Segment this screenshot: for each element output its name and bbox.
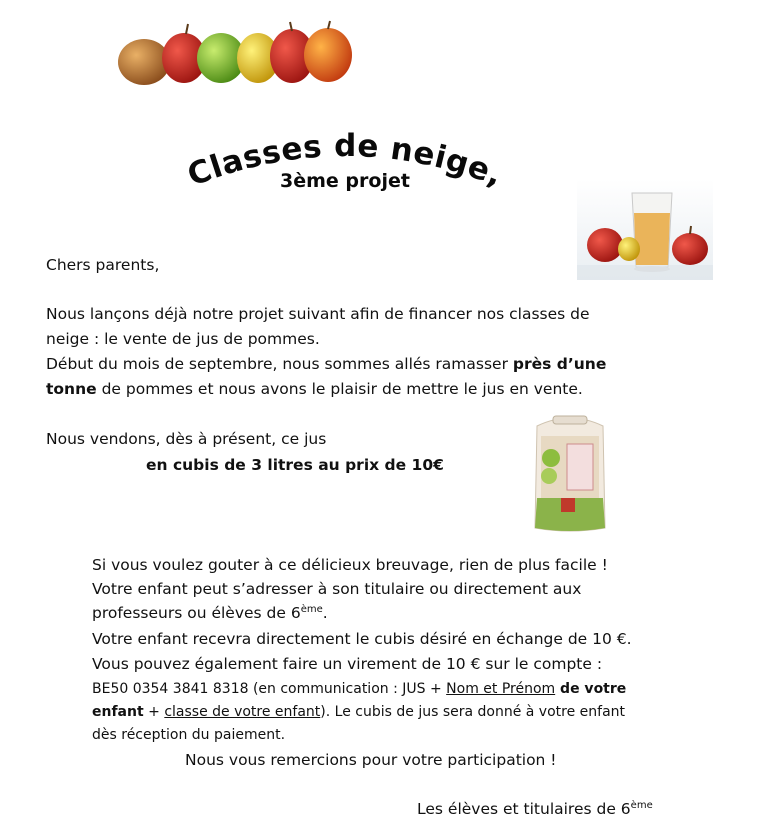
greeting: Chers parents, [46, 256, 160, 274]
apple-juice-glass-image [577, 179, 713, 280]
info-line-4: Votre enfant recevra directement le cubis désiré en échange de 10 €. [92, 630, 632, 648]
info-line-7-rest: ). Le cubis de jus sera donné à votre enfant [320, 704, 626, 720]
apples-row-image [114, 20, 359, 88]
intro-line-2: neige : le vente de jus de pommes. [46, 330, 320, 348]
info-line-3-end: . [322, 604, 328, 622]
page-subtitle: 3ème projet [280, 170, 410, 192]
info-line-6 [92, 677, 626, 701]
intro-line-4-text: de pommes et nous avons le plaisir de mettre le jus en vente. [96, 380, 583, 398]
intro-line-1: Nous lançons déjà notre projet suivant afin de financer nos classes de [46, 305, 590, 323]
intro-line-3 [46, 352, 606, 376]
sell-line: Nous vendons, dès à présent, ce jus [46, 430, 327, 448]
intro-highlight-tonne: tonne [46, 380, 97, 398]
communication-text: (en communication : JUS + [248, 681, 447, 697]
page-title [160, 118, 530, 238]
info-line-8: dès réception du paiement. [92, 727, 286, 743]
communication-plus: + [143, 704, 165, 720]
intro-highlight-amount: près d’une [512, 355, 607, 373]
info-line-5: Vous pouvez également faire un virement de 10 € sur le compte : [92, 655, 603, 673]
signature [417, 797, 653, 821]
intro-line-3-text: Début du mois de septembre, nous sommes allés ramasser [46, 355, 513, 373]
info-line-3 [92, 601, 328, 625]
svg-text:Classes de neige,: Classes de neige, [182, 127, 508, 194]
intro-line-4 [46, 377, 583, 401]
communication-bold: de votre [555, 681, 627, 697]
offer-text: en cubis de 3 litres au prix de 10€ [146, 456, 444, 474]
juice-cubis-image [527, 410, 613, 534]
grade-superscript: ème [300, 604, 323, 615]
signature-superscript: ème [630, 800, 653, 811]
info-line-3-text: professeurs ou élèves de 6 [92, 604, 301, 622]
offer-line [146, 453, 444, 477]
info-line-1: Si vous voulez gouter à ce délicieux breuvage, rien de plus facile ! [92, 556, 608, 574]
communication-name: Nom et Prénom [446, 681, 556, 697]
info-line-2: Votre enfant peut s’adresser à son titulaire ou directement aux [92, 580, 582, 598]
communication-class: classe de votre enfant [164, 704, 321, 720]
bank-account-number: BE50 0354 3841 8318 [92, 681, 249, 697]
communication-bold-enfant: enfant [92, 704, 144, 720]
thanks-line: Nous vous remercions pour votre participation ! [185, 751, 557, 769]
signature-text: Les élèves et titulaires de 6 [417, 800, 631, 818]
info-line-7 [92, 700, 625, 724]
